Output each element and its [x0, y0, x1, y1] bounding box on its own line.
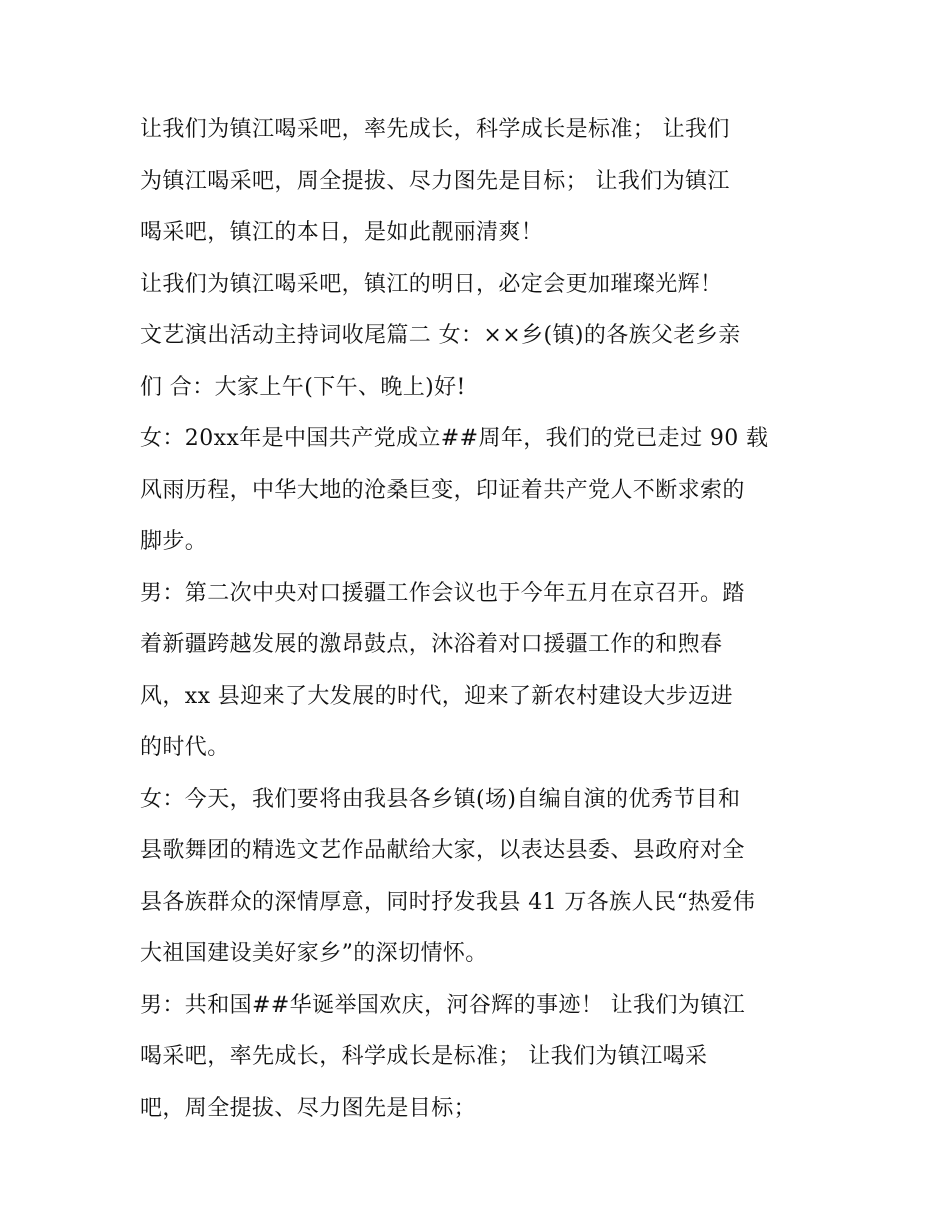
text-line: 们 合：大家上午(下午、晚上)好! [140, 374, 466, 400]
text-line: 为镇江喝采吧，周全提拔、尽力图先是目标； 让我们为镇江 [140, 168, 730, 194]
text-line: 着新疆跨越发展的激昂鼓点，沐浴着对口援疆工作的和煦春 [140, 632, 723, 657]
text-line: 女：20xx年是中国共产党成立##周年，我们的党已走过 90 载 [140, 426, 769, 451]
text-line: 吧，周全提拔、尽力图先是目标； [140, 1095, 477, 1121]
text-line: 文艺演出活动主持词收尾篇二 女：××乡(镇)的各族父老乡亲 [140, 323, 741, 348]
text-line: 男：第二次中央对口援疆工作会议也于今年五月在京召开。踏 [140, 580, 745, 606]
text-line: 县歌舞团的精选文艺作品献给大家，以表达县委、县政府对全 [140, 838, 745, 863]
text-line: 风雨历程，中华大地的沧桑巨变，印证着共产党人不断求索的 [140, 477, 745, 503]
text-line: 风，xx 县迎来了大发展的时代，迎来了新农村建设大步迈进 [140, 683, 734, 709]
text-line: 让我们为镇江喝采吧，率先成长，科学成长是标准； 让我们 [140, 117, 730, 142]
text-line: 大祖国建设美好家乡”的深切情怀。 [140, 941, 488, 966]
text-line: 脚步。 [140, 529, 208, 554]
text-line: 女：今天，我们要将由我县各乡镇(场)自编自演的优秀节目和 [140, 786, 741, 812]
text-line: 的时代。 [140, 735, 230, 760]
text-line: 男：共和国##华诞举国欢庆，河谷辉的事迹！ 让我们为镇江 [140, 992, 746, 1018]
text-line: 喝采吧，率先成长，科学成长是标准； 让我们为镇江喝采 [140, 1044, 708, 1069]
document-body [140, 104, 820, 1134]
text-line: 喝采吧，镇江的本日，是如此靓丽清爽！ [140, 220, 544, 245]
text-line: 让我们为镇江喝采吧，镇江的明日，必定会更加璀璨光辉！ [140, 271, 723, 297]
text-line: 县各族群众的深情厚意，同时抒发我县 41 万各族人民“热爱伟 [140, 889, 756, 915]
